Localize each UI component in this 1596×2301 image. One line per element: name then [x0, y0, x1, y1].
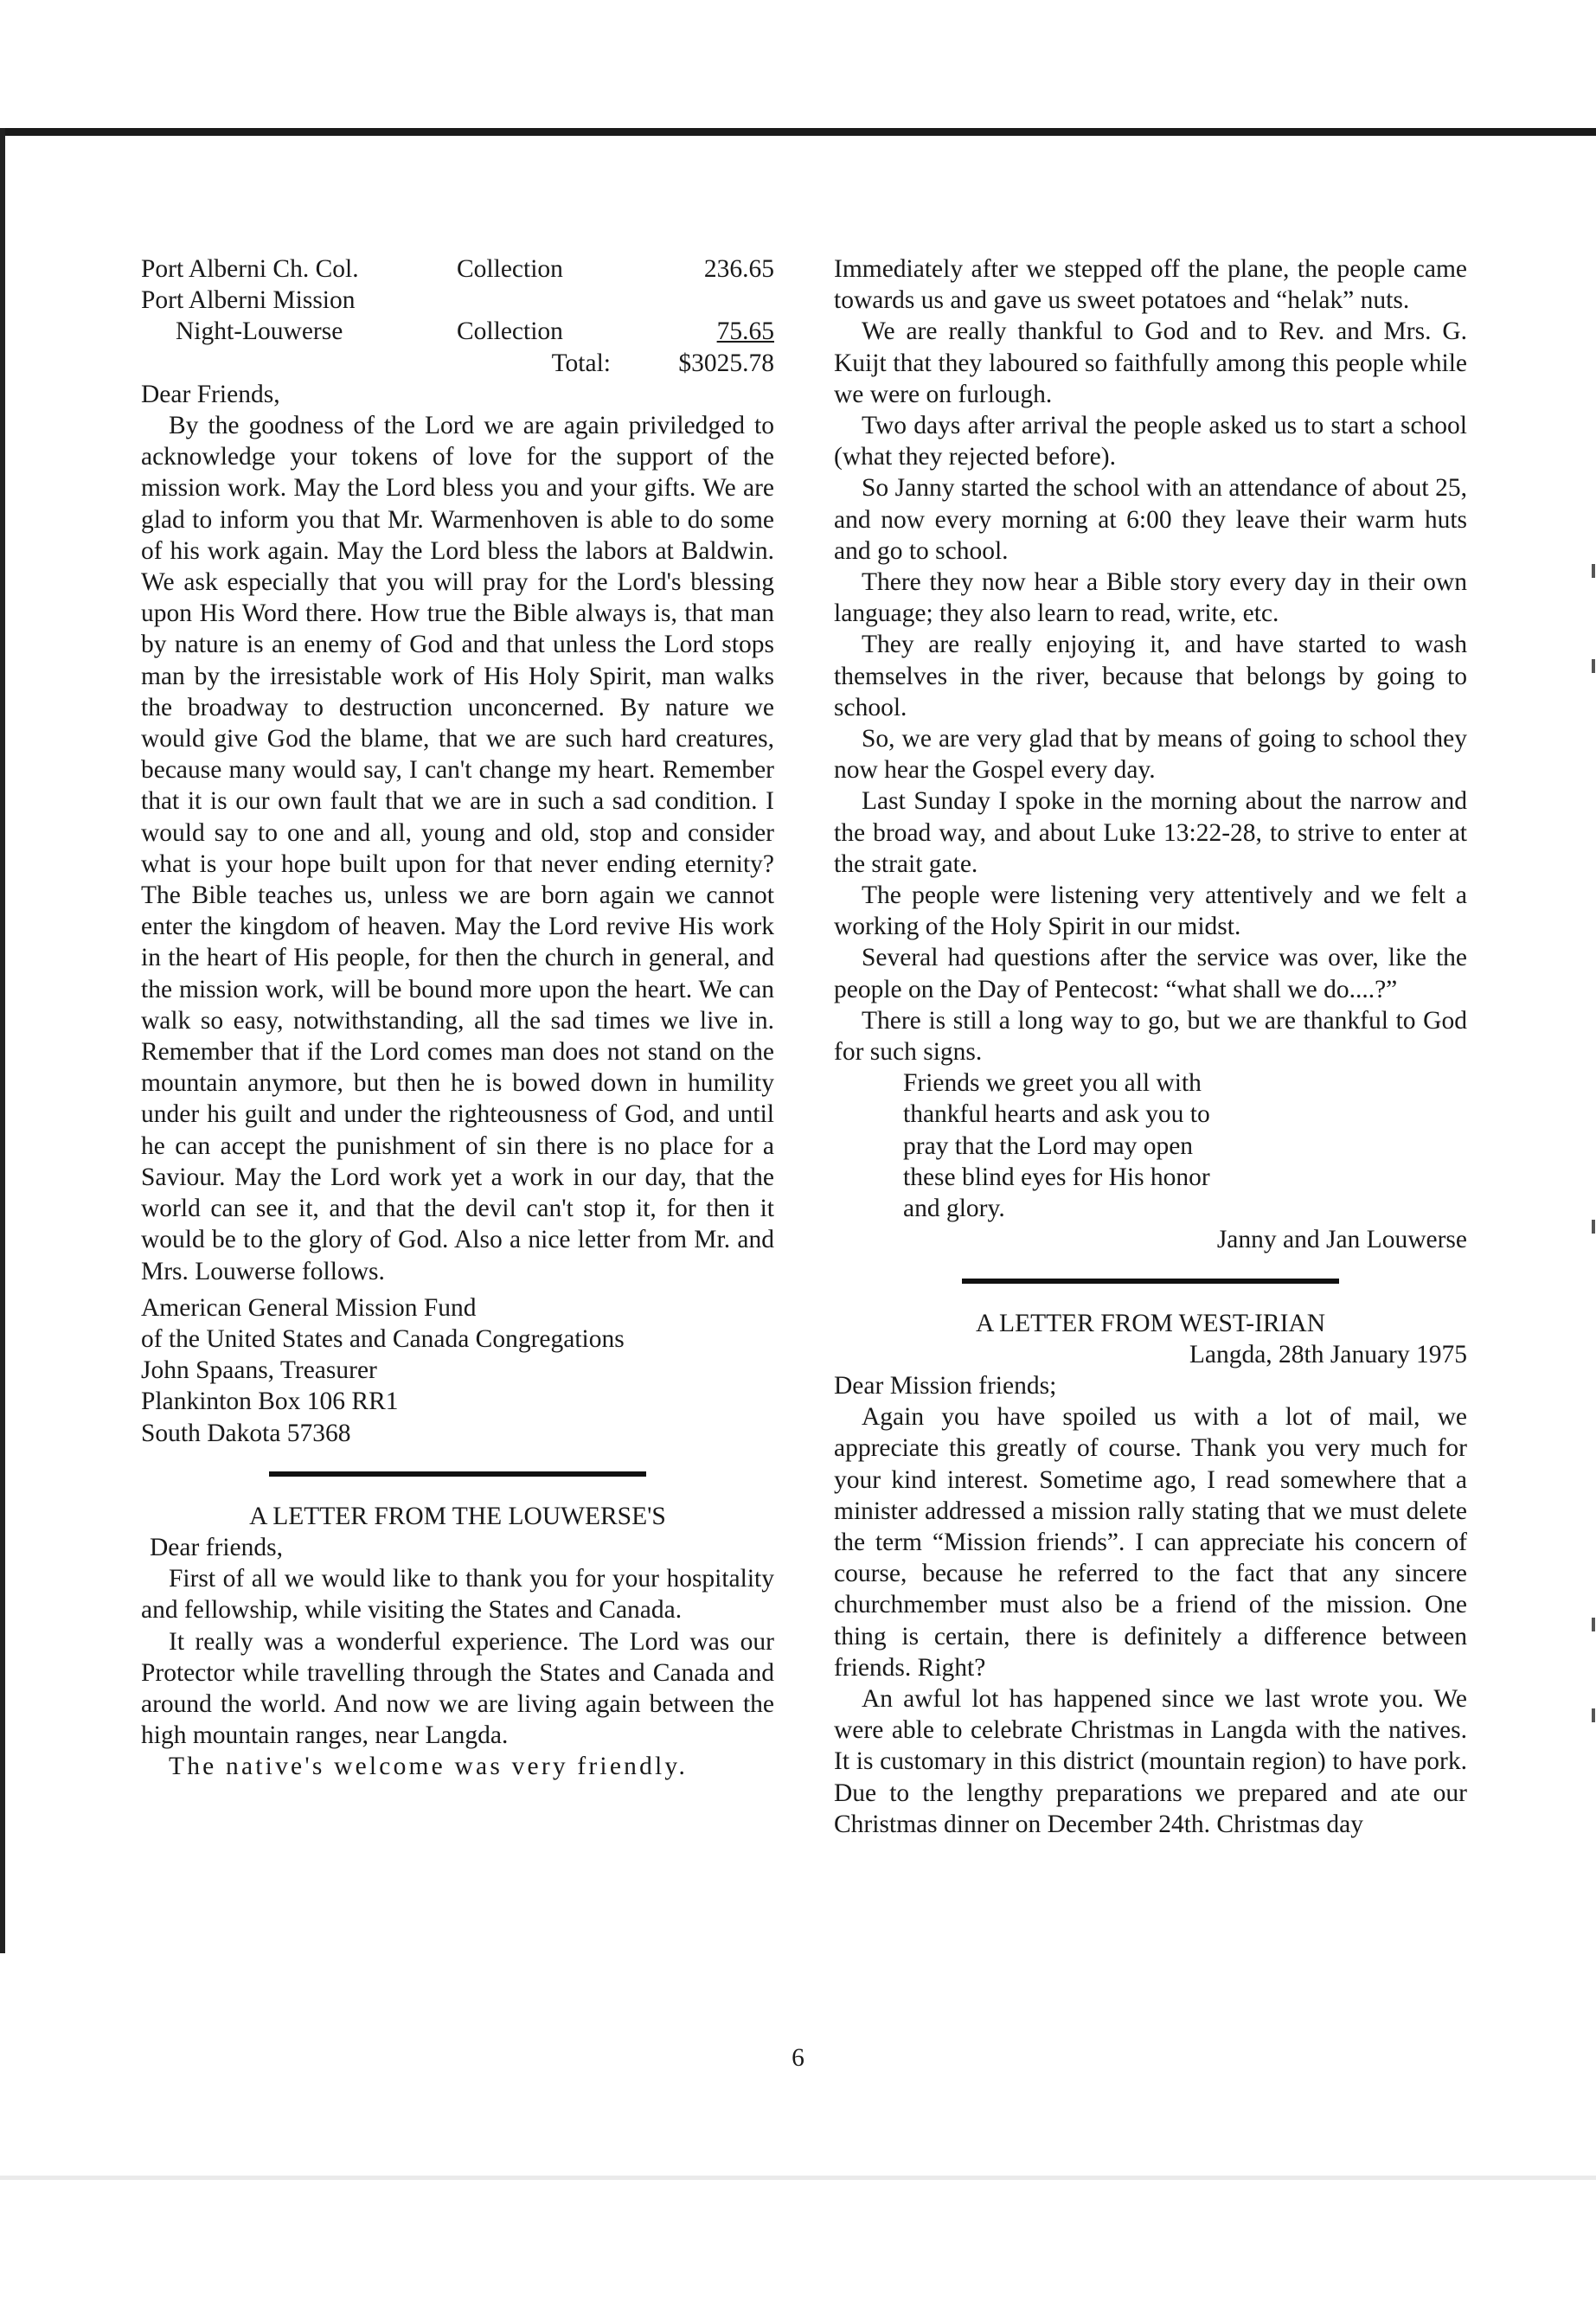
address-line: John Spaans, Treasurer [141, 1356, 377, 1385]
dateline: Langda, 28th January 1975 [1189, 1340, 1467, 1368]
scan-left-edge [0, 128, 5, 1953]
address-line: of the United States and Canada Congregations [141, 1324, 625, 1353]
ledger-amount [638, 285, 774, 316]
letter-paragraph: Again you have spoiled us with a lot of mail, we appreciate this greatly of course. Thank you very much for your kind interest. Sometime ago, I read somewhere that a minister addressed a mission rally stating that we must delete the term “Mission friends”. I can appreciate his concern of course, because he referred to the fact that any sincere churchmember must also be a friend of the mission. One thing is certain, there is definitely a difference between friends. Right? [834, 1403, 1467, 1682]
ledger-total-amount: $3025.78 [678, 349, 774, 377]
closing-block [903, 1067, 1336, 1224]
right-column [834, 253, 1467, 1840]
ledger-type: Collection [457, 255, 563, 283]
letter-paragraph: Two days after arrival the people asked us to start a school (what they rejected before). [834, 412, 1467, 471]
letter-paragraph: There is still a long way to go, but we are thankful to God for such signs. [834, 1006, 1467, 1067]
letter-paragraph: There they now hear a Bible story every day in their own language; they also learn to read, write, etc. [834, 568, 1467, 628]
scan-mark [1592, 564, 1595, 578]
ledger-total-label: Total: [551, 349, 611, 377]
letter-paragraph: They are really enjoying it, and have started to wash themselves in the river, because that belongs by going to school. [834, 631, 1467, 721]
ledger-amount: 236.65 [703, 255, 774, 283]
ledger-type [457, 285, 638, 316]
body-paragraph: By the goodness of the Lord we are again priviledged to acknowledge your tokens of love for the support of the mission work. May the Lord bless you and your gifts. We are glad to inform you that Mr. Warmenhoven is able to do some of his work again. May the Lord bless the labors at Baldwin. We ask especially that you will pray for the Lord's blessing upon His Word there. How true the Bible always is, that man by nature is an enemy of God and that unless the Lord stops man by the irresistable work of His Holy Spirit, man walks the broadway to destruction unconcerned. By nature we would give God the blame, that we are such hard creatures, because many would say, I can't change my heart. Remember that it is our own fault that we are in such a sad condition. I would say to one and all, young and old, stop and consider what is your hope built upon for that never ending eternity? The Bible teaches us, unless we are born again we cannot enter the kingdom of heaven. May the Lord revive His work in the heart of His people, for then the church in general, and the mission work, will be bound more upon the heart. We can walk so easy, notwithstanding, all the sad times we live in. Remember that if the Lord comes man does not stand on the mountain anymore, but then he is bowed down in humility under his guilt and under the righteousness of God, and until he can accept the punishment of sin there is no place for a Saviour. May the Lord work yet a work in our day, that the world can see it, and that the devil can't stop it, for then it would be to the glory of God. Also a nice letter from Mr. and Mrs. Louwerse follows. [141, 412, 774, 1285]
ledger-name: Night-Louwerse [176, 317, 343, 346]
letter-paragraph: First of all we would like to thank you for your hospitality and fellowship, while visiting the States and Canada. [141, 1565, 774, 1625]
article-heading: A LETTER FROM THE LOUWERSE'S [249, 1502, 666, 1530]
scan-mark [1592, 1708, 1595, 1722]
letter-paragraph: It really was a wonderful experience. The Lord was our Protector while travelling through the States and Canada and around the world. And now we are living again between the high mountain ranges, near Langda. [141, 1627, 774, 1750]
scan-bottom-edge [0, 2176, 1596, 2180]
collection-ledger [141, 253, 774, 379]
ledger-type: Collection [457, 317, 563, 346]
closing-line: and glory. [903, 1195, 1005, 1223]
ledger-name [141, 348, 457, 379]
address-line: South Dakota 57368 [141, 1419, 351, 1447]
ledger-name: Port Alberni Ch. Col. [141, 255, 359, 283]
letter-paragraph: Last Sunday I spoke in the morning about the narrow and the broad way, and about Luke 13:22-28, to strive to enter at the strait gate. [834, 787, 1467, 878]
closing-line: thankful hearts and ask you to [903, 1100, 1210, 1129]
closing-line: Friends we greet you all with [903, 1069, 1202, 1098]
left-column [141, 253, 774, 1783]
page-number: 6 [792, 2044, 804, 2072]
letter-paragraph: We are really thankful to God and to Rev. and Mrs. G. Kuijt that they laboured so faithfully among this people while we were on furlough. [834, 317, 1467, 408]
scan-mark [1592, 659, 1595, 673]
letter-paragraph: The native's welcome was very friendly. [169, 1753, 689, 1781]
letter-paragraph: An awful lot has happened since we last wrote you. We were able to celebrate Christmas in Langda with the natives. It is customary in this district (mountain region) to have pork. Due to the lengthy preparations we prepared and ate our Christmas dinner on December 24th. Christmas day [834, 1684, 1467, 1838]
closing-line: pray that the Lord may open [903, 1131, 1194, 1160]
letter-paragraph: The people were listening very attentively and we felt a working of the Holy Spirit in our midst. [834, 881, 1467, 941]
top-border-rule [0, 128, 1596, 136]
scan-mark [1592, 1220, 1595, 1234]
ledger-name: Port Alberni Mission [141, 286, 356, 315]
letter-paragraph: Several had questions after the service was over, like the people on the Day of Pentecost: “what shall we do....?” [834, 944, 1467, 1003]
letter-paragraph: So Janny started the school with an attendance of about 25, and now every morning at 6:00 they leave their warm huts and go to school. [834, 474, 1467, 565]
section-separator [962, 1279, 1339, 1284]
treasurer-address [141, 1292, 774, 1449]
scan-mark [1592, 1618, 1595, 1631]
article-heading: A LETTER FROM WEST-IRIAN [976, 1309, 1325, 1337]
letter-paragraph: Immediately after we stepped off the plane, the people came towards us and gave us sweet potatoes and “helak” nuts. [834, 255, 1467, 315]
section-separator [269, 1471, 646, 1477]
signature: Janny and Jan Louwerse [1216, 1226, 1467, 1254]
letter-salutation: Dear Mission friends; [834, 1371, 1057, 1400]
letter-paragraph: So, we are very glad that by means of going to school they now hear the Gospel every day. [834, 725, 1467, 785]
ledger-amount: 75.65 [716, 317, 774, 346]
address-line: Plankinton Box 106 RR1 [141, 1388, 399, 1416]
salutation: Dear Friends, [141, 380, 280, 408]
letter-salutation: Dear friends, [150, 1533, 283, 1561]
closing-line: these blind eyes for His honor [903, 1163, 1210, 1191]
address-line: American General Mission Fund [141, 1293, 477, 1322]
